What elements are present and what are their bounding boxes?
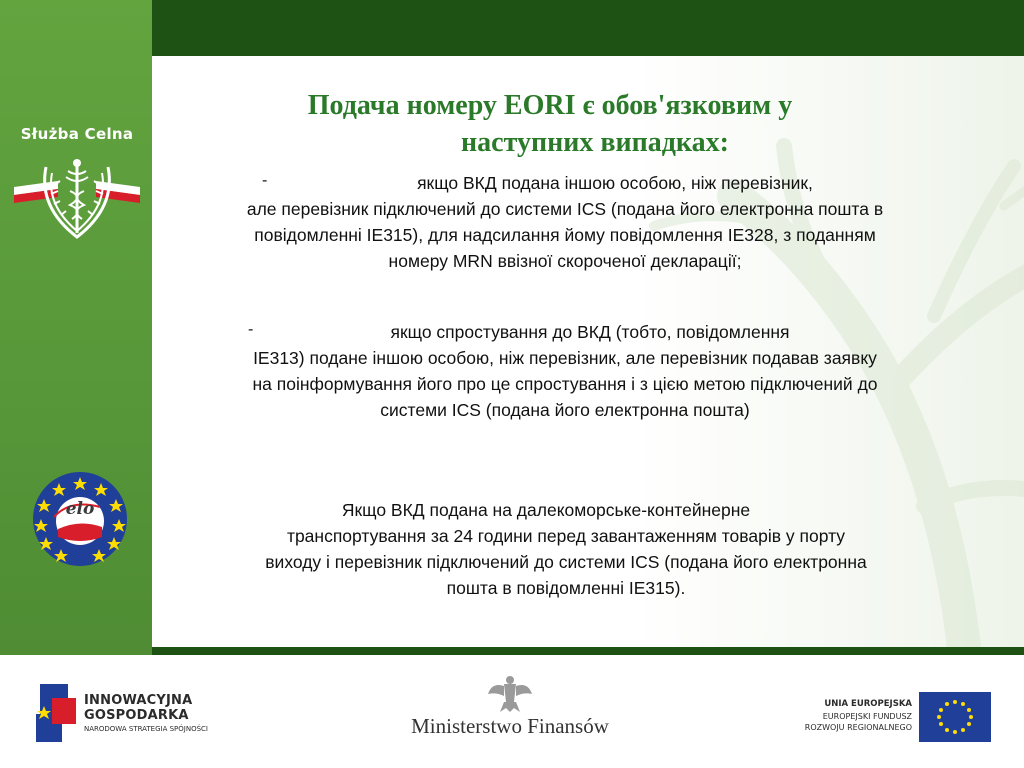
title-line-2: наступних випадках: xyxy=(461,127,729,158)
innowacyjna-gospodarka-logo xyxy=(32,680,232,744)
eu-line-2: EUROPEJSKI FUNDUSZ xyxy=(822,712,912,721)
bullet-item-2 xyxy=(245,319,885,423)
bullet-2-first-line: якщо спростування до ВКД (тобто, повідомлення xyxy=(390,322,790,342)
bottom-divider xyxy=(152,647,1024,655)
sidebar xyxy=(0,0,152,655)
footer xyxy=(0,655,1024,768)
bullet-1-text: але перевізник підключений до системи ICS (подана його електронна пошта в повідомленні IE315), для надсилання йому повідомлення IE328, з поданням номеру MRN ввізної скороченої декларації; xyxy=(246,199,884,271)
bullet-dash-1: - xyxy=(262,172,268,189)
paragraph-3-text: транспортування за 24 години перед завантаженням товарів у порту виходу і перевізник підключений до системи ICS (подана його електронна пошта в повідомленні IE315). xyxy=(265,526,867,598)
bullet-item-1 xyxy=(245,170,885,274)
caduceus-emblem-icon xyxy=(10,147,144,245)
top-bar xyxy=(0,0,1024,56)
ig-line-2: GOSPODARKA xyxy=(84,708,189,723)
bullet-dash-2: - xyxy=(248,321,254,338)
eu-line-3: ROZWOJU REGIONALNEGO xyxy=(804,723,912,732)
ig-line-1: INNOWACYJNA xyxy=(84,693,193,708)
elo-text: elo xyxy=(65,499,95,519)
ig-line-3: NARODOWA STRATEGIA SPÓJNOŚCI xyxy=(84,725,208,733)
ig-flag-icon xyxy=(32,680,80,744)
paragraph-3 xyxy=(262,497,870,601)
paragraph-3-first-line: Якщо ВКД подана на далекоморське-контейнерне xyxy=(341,500,751,520)
logo-label: Służba Celna xyxy=(20,125,134,143)
eu-stars-circle-icon xyxy=(30,471,130,567)
bullet-2-text: IE313) подане іншою особою, ніж перевізник, але перевізник подавав заявку на поінформування його про це спростування і з цією метою підключений до системи ICS (подана його електронна пошта) xyxy=(252,348,878,420)
sluzba-celna-logo xyxy=(10,125,144,245)
eu-flag-icon xyxy=(919,692,991,742)
ministerstwo-finansow-logo xyxy=(400,672,620,742)
bullet-1-first-line: якщо ВКД подана іншою особою, ніж перевізник, xyxy=(417,173,813,193)
polish-eagle-icon xyxy=(400,672,620,714)
ministry-name: Ministerstwo Finansów xyxy=(411,714,609,738)
elo-logo xyxy=(30,471,130,567)
title-line-1: Подача номеру EORI є обов'язковим у xyxy=(307,90,793,121)
slide-title xyxy=(230,87,870,161)
eu-line-1: UNIA EUROPEJSKA xyxy=(824,699,912,709)
eu-fund-logo xyxy=(800,690,1000,745)
